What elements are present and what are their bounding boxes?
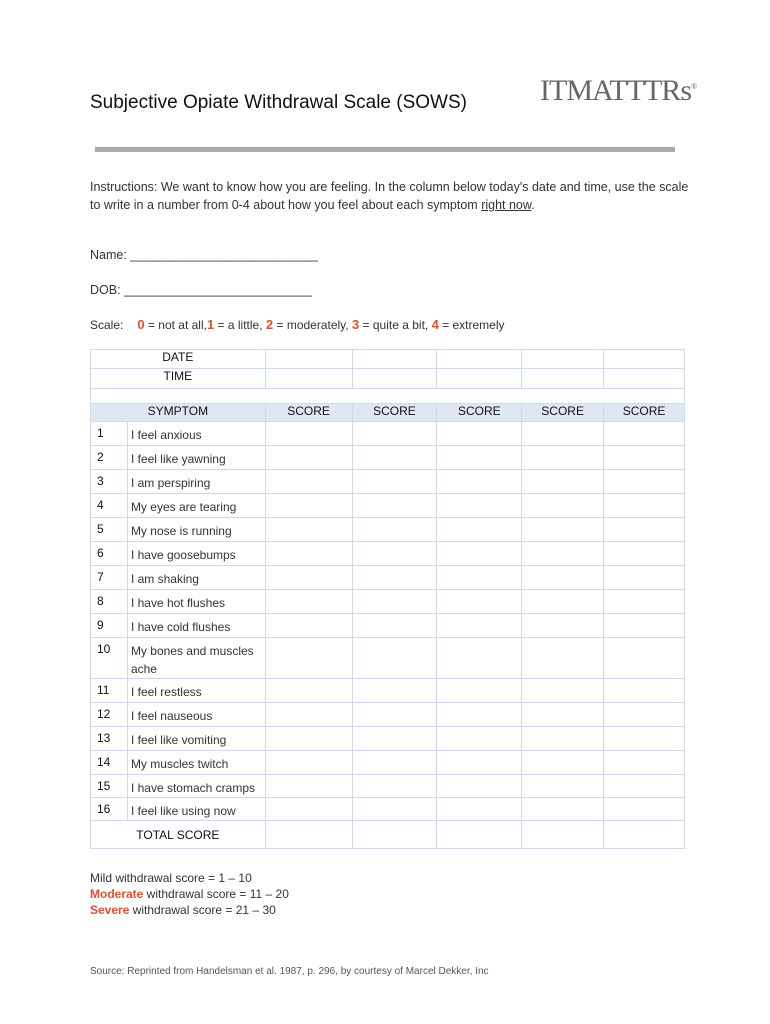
score-cell[interactable] xyxy=(265,518,352,542)
score-header: SCORE xyxy=(604,404,685,422)
score-cell[interactable] xyxy=(265,446,352,470)
score-cell[interactable] xyxy=(265,422,352,446)
table-row xyxy=(91,590,685,614)
symptom-number: 11 xyxy=(91,679,128,703)
symptom-label: My nose is running xyxy=(127,518,265,542)
score-cell[interactable] xyxy=(604,751,685,775)
score-cell[interactable] xyxy=(265,590,352,614)
scale-meaning: = not at all, xyxy=(144,318,207,332)
score-cell[interactable] xyxy=(437,703,522,727)
table-row xyxy=(91,470,685,494)
scale-meaning: = a little, xyxy=(214,318,266,332)
symptom-label: I am perspiring xyxy=(127,470,265,494)
score-cell[interactable] xyxy=(352,703,437,727)
score-cell[interactable] xyxy=(522,422,604,446)
score-cell[interactable] xyxy=(522,751,604,775)
divider xyxy=(95,147,675,152)
table-row xyxy=(91,679,685,703)
score-cell[interactable] xyxy=(265,638,352,679)
score-cell[interactable] xyxy=(352,775,437,798)
score-cell[interactable] xyxy=(604,727,685,751)
legend-line xyxy=(90,886,289,902)
score-cell[interactable] xyxy=(265,751,352,775)
scale-value: 0 xyxy=(137,317,145,332)
score-cell[interactable] xyxy=(522,518,604,542)
score-cell[interactable] xyxy=(522,727,604,751)
date-label: DATE xyxy=(91,350,266,369)
severity-label: Severe xyxy=(90,903,130,917)
table-row xyxy=(91,727,685,751)
symptom-number: 13 xyxy=(91,727,128,751)
symptom-label: My eyes are tearing xyxy=(127,494,265,518)
table-row xyxy=(91,703,685,727)
total-score-label: TOTAL SCORE xyxy=(91,821,266,849)
table-row xyxy=(91,542,685,566)
score-cell[interactable] xyxy=(437,590,522,614)
legend-line xyxy=(90,870,289,886)
score-cell[interactable] xyxy=(437,614,522,638)
score-cell[interactable] xyxy=(437,798,522,821)
symptom-header: SYMPTOM xyxy=(91,404,266,422)
symptom-number: 10 xyxy=(91,638,128,679)
score-cell[interactable] xyxy=(522,446,604,470)
score-cell[interactable] xyxy=(352,679,437,703)
table-row xyxy=(91,638,685,679)
score-cell[interactable] xyxy=(522,821,604,849)
severity-label: Mild xyxy=(90,871,113,885)
score-cell[interactable] xyxy=(437,518,522,542)
symptom-number: 5 xyxy=(91,518,128,542)
score-cell[interactable] xyxy=(522,679,604,703)
score-header: SCORE xyxy=(352,404,437,422)
score-cell[interactable] xyxy=(604,446,685,470)
scale-meaning: = extremely xyxy=(438,318,505,332)
scale-value: 2 xyxy=(265,317,274,332)
score-cell[interactable] xyxy=(352,542,437,566)
score-cell[interactable] xyxy=(604,775,685,798)
page-title: Subjective Opiate Withdrawal Scale (SOWS) xyxy=(90,92,467,113)
score-cell[interactable] xyxy=(522,470,604,494)
score-cell[interactable] xyxy=(352,638,437,679)
symptom-number: 2 xyxy=(91,446,128,470)
score-cell[interactable] xyxy=(352,350,437,369)
score-cell[interactable] xyxy=(437,422,522,446)
symptom-label: I have hot flushes xyxy=(127,590,265,614)
score-cell[interactable] xyxy=(352,727,437,751)
score-cell[interactable] xyxy=(352,751,437,775)
table-row xyxy=(91,518,685,542)
score-cell[interactable] xyxy=(265,542,352,566)
score-cell[interactable] xyxy=(522,638,604,679)
scale-legend: Scale: 0 = not at all,1 = a little, 2 = moderately, 3 = quite a bit, 4 = extremely xyxy=(90,317,505,332)
severity-range: withdrawal score = 1 – 10 xyxy=(112,871,252,885)
score-cell[interactable] xyxy=(437,494,522,518)
symptom-label: I have stomach cramps xyxy=(127,775,265,798)
score-cell[interactable] xyxy=(437,350,522,369)
score-cell[interactable] xyxy=(437,679,522,703)
table-row xyxy=(91,422,685,446)
itmatttrs-logo: ITMATTTRs® xyxy=(540,74,697,107)
score-cell[interactable] xyxy=(265,369,352,389)
score-cell[interactable] xyxy=(604,422,685,446)
symptom-number: 1 xyxy=(91,422,128,446)
score-cell[interactable] xyxy=(352,821,437,849)
score-cell[interactable] xyxy=(352,518,437,542)
severity-label: Moderate xyxy=(90,887,144,901)
score-cell[interactable] xyxy=(604,566,685,590)
score-cell[interactable] xyxy=(437,727,522,751)
scale-value: 1 xyxy=(206,317,215,332)
score-cell[interactable] xyxy=(604,542,685,566)
symptom-number: 14 xyxy=(91,751,128,775)
score-cell[interactable] xyxy=(437,638,522,679)
score-cell[interactable] xyxy=(352,422,437,446)
table-row xyxy=(91,446,685,470)
score-cell[interactable] xyxy=(265,614,352,638)
score-cell[interactable] xyxy=(265,703,352,727)
symptom-number: 4 xyxy=(91,494,128,518)
score-cell[interactable] xyxy=(522,494,604,518)
score-cell[interactable] xyxy=(604,494,685,518)
score-cell[interactable] xyxy=(437,470,522,494)
severity-range: withdrawal score = 21 – 30 xyxy=(129,903,276,917)
spacer-row xyxy=(91,389,685,404)
symptom-label: I feel restless xyxy=(127,679,265,703)
scale-meaning: = moderately, xyxy=(273,318,352,332)
score-cell[interactable] xyxy=(604,821,685,849)
score-cell[interactable] xyxy=(604,518,685,542)
symptom-label: I feel anxious xyxy=(127,422,265,446)
score-cell[interactable] xyxy=(604,350,685,369)
symptom-number: 7 xyxy=(91,566,128,590)
score-cell[interactable] xyxy=(522,798,604,821)
score-cell[interactable] xyxy=(604,679,685,703)
score-cell[interactable] xyxy=(604,614,685,638)
score-cell[interactable] xyxy=(265,727,352,751)
time-label: TIME xyxy=(91,369,266,389)
symptom-label: I have cold flushes xyxy=(127,614,265,638)
score-cell[interactable] xyxy=(522,369,604,389)
legend-line xyxy=(90,902,289,918)
table-row xyxy=(91,751,685,775)
symptom-label: I have goosebumps xyxy=(127,542,265,566)
score-cell[interactable] xyxy=(265,775,352,798)
score-cell[interactable] xyxy=(604,470,685,494)
score-cell[interactable] xyxy=(352,590,437,614)
symptom-label: I feel like vomiting xyxy=(127,727,265,751)
source-citation: Source: Reprinted from Handelsman et al. 1987, p. 296, by courtesy of Marcel Dekker, Inc xyxy=(90,966,489,977)
score-cell[interactable] xyxy=(437,821,522,849)
symptom-number: 12 xyxy=(91,703,128,727)
score-header: SCORE xyxy=(437,404,522,422)
dob-field[interactable]: DOB: ___________________________ xyxy=(90,283,312,297)
score-legend xyxy=(90,870,289,918)
score-cell[interactable] xyxy=(437,566,522,590)
score-cell[interactable] xyxy=(265,798,352,821)
scale-value: 4 xyxy=(431,317,439,332)
symptom-label: I am shaking xyxy=(127,566,265,590)
score-cell[interactable] xyxy=(522,542,604,566)
score-cell[interactable] xyxy=(437,775,522,798)
score-cell[interactable] xyxy=(522,775,604,798)
score-cell[interactable] xyxy=(265,494,352,518)
symptom-label: I feel nauseous xyxy=(127,703,265,727)
score-cell[interactable] xyxy=(352,494,437,518)
score-cell[interactable] xyxy=(437,542,522,566)
symptom-table xyxy=(90,349,685,849)
score-header: SCORE xyxy=(265,404,352,422)
score-cell[interactable] xyxy=(437,369,522,389)
table-row xyxy=(91,566,685,590)
table-row xyxy=(91,798,685,821)
score-cell[interactable] xyxy=(265,566,352,590)
score-cell[interactable] xyxy=(522,566,604,590)
symptom-number: 9 xyxy=(91,614,128,638)
score-cell[interactable] xyxy=(437,446,522,470)
scale-value: 3 xyxy=(351,317,360,332)
symptom-number: 8 xyxy=(91,590,128,614)
score-cell[interactable] xyxy=(352,446,437,470)
score-cell[interactable] xyxy=(604,369,685,389)
score-cell[interactable] xyxy=(352,369,437,389)
score-cell[interactable] xyxy=(604,703,685,727)
symptom-label: I feel like yawning xyxy=(127,446,265,470)
score-cell[interactable] xyxy=(604,590,685,614)
symptom-number: 6 xyxy=(91,542,128,566)
instructions: Instructions: We want to know how you are feeling. In the column below today's date and time, use the scale to write in a number from 0-4 about how you feel about each symptom right now. xyxy=(90,180,689,212)
symptom-number: 15 xyxy=(91,775,128,798)
score-cell[interactable] xyxy=(352,798,437,821)
score-cell[interactable] xyxy=(265,679,352,703)
symptom-label: My bones and muscles ache xyxy=(127,638,265,679)
symptom-number: 3 xyxy=(91,470,128,494)
scale-meaning: = quite a bit, xyxy=(359,318,432,332)
symptom-number: 16 xyxy=(91,798,128,821)
score-header: SCORE xyxy=(522,404,604,422)
score-cell[interactable] xyxy=(265,470,352,494)
score-cell[interactable] xyxy=(352,470,437,494)
score-cell[interactable] xyxy=(522,350,604,369)
table-row xyxy=(91,614,685,638)
name-field[interactable]: Name: ___________________________ xyxy=(90,248,318,262)
symptom-label: My muscles twitch xyxy=(127,751,265,775)
score-cell[interactable] xyxy=(522,614,604,638)
severity-range: withdrawal score = 11 – 20 xyxy=(143,887,289,901)
score-cell[interactable] xyxy=(265,350,352,369)
score-cell[interactable] xyxy=(522,703,604,727)
score-cell[interactable] xyxy=(352,566,437,590)
table-row xyxy=(91,775,685,798)
score-cell[interactable] xyxy=(604,798,685,821)
score-cell[interactable] xyxy=(265,821,352,849)
score-cell[interactable] xyxy=(437,751,522,775)
score-cell[interactable] xyxy=(604,638,685,679)
symptom-label: I feel like using now xyxy=(127,798,265,821)
score-cell[interactable] xyxy=(352,614,437,638)
score-cell[interactable] xyxy=(522,590,604,614)
table-row xyxy=(91,494,685,518)
